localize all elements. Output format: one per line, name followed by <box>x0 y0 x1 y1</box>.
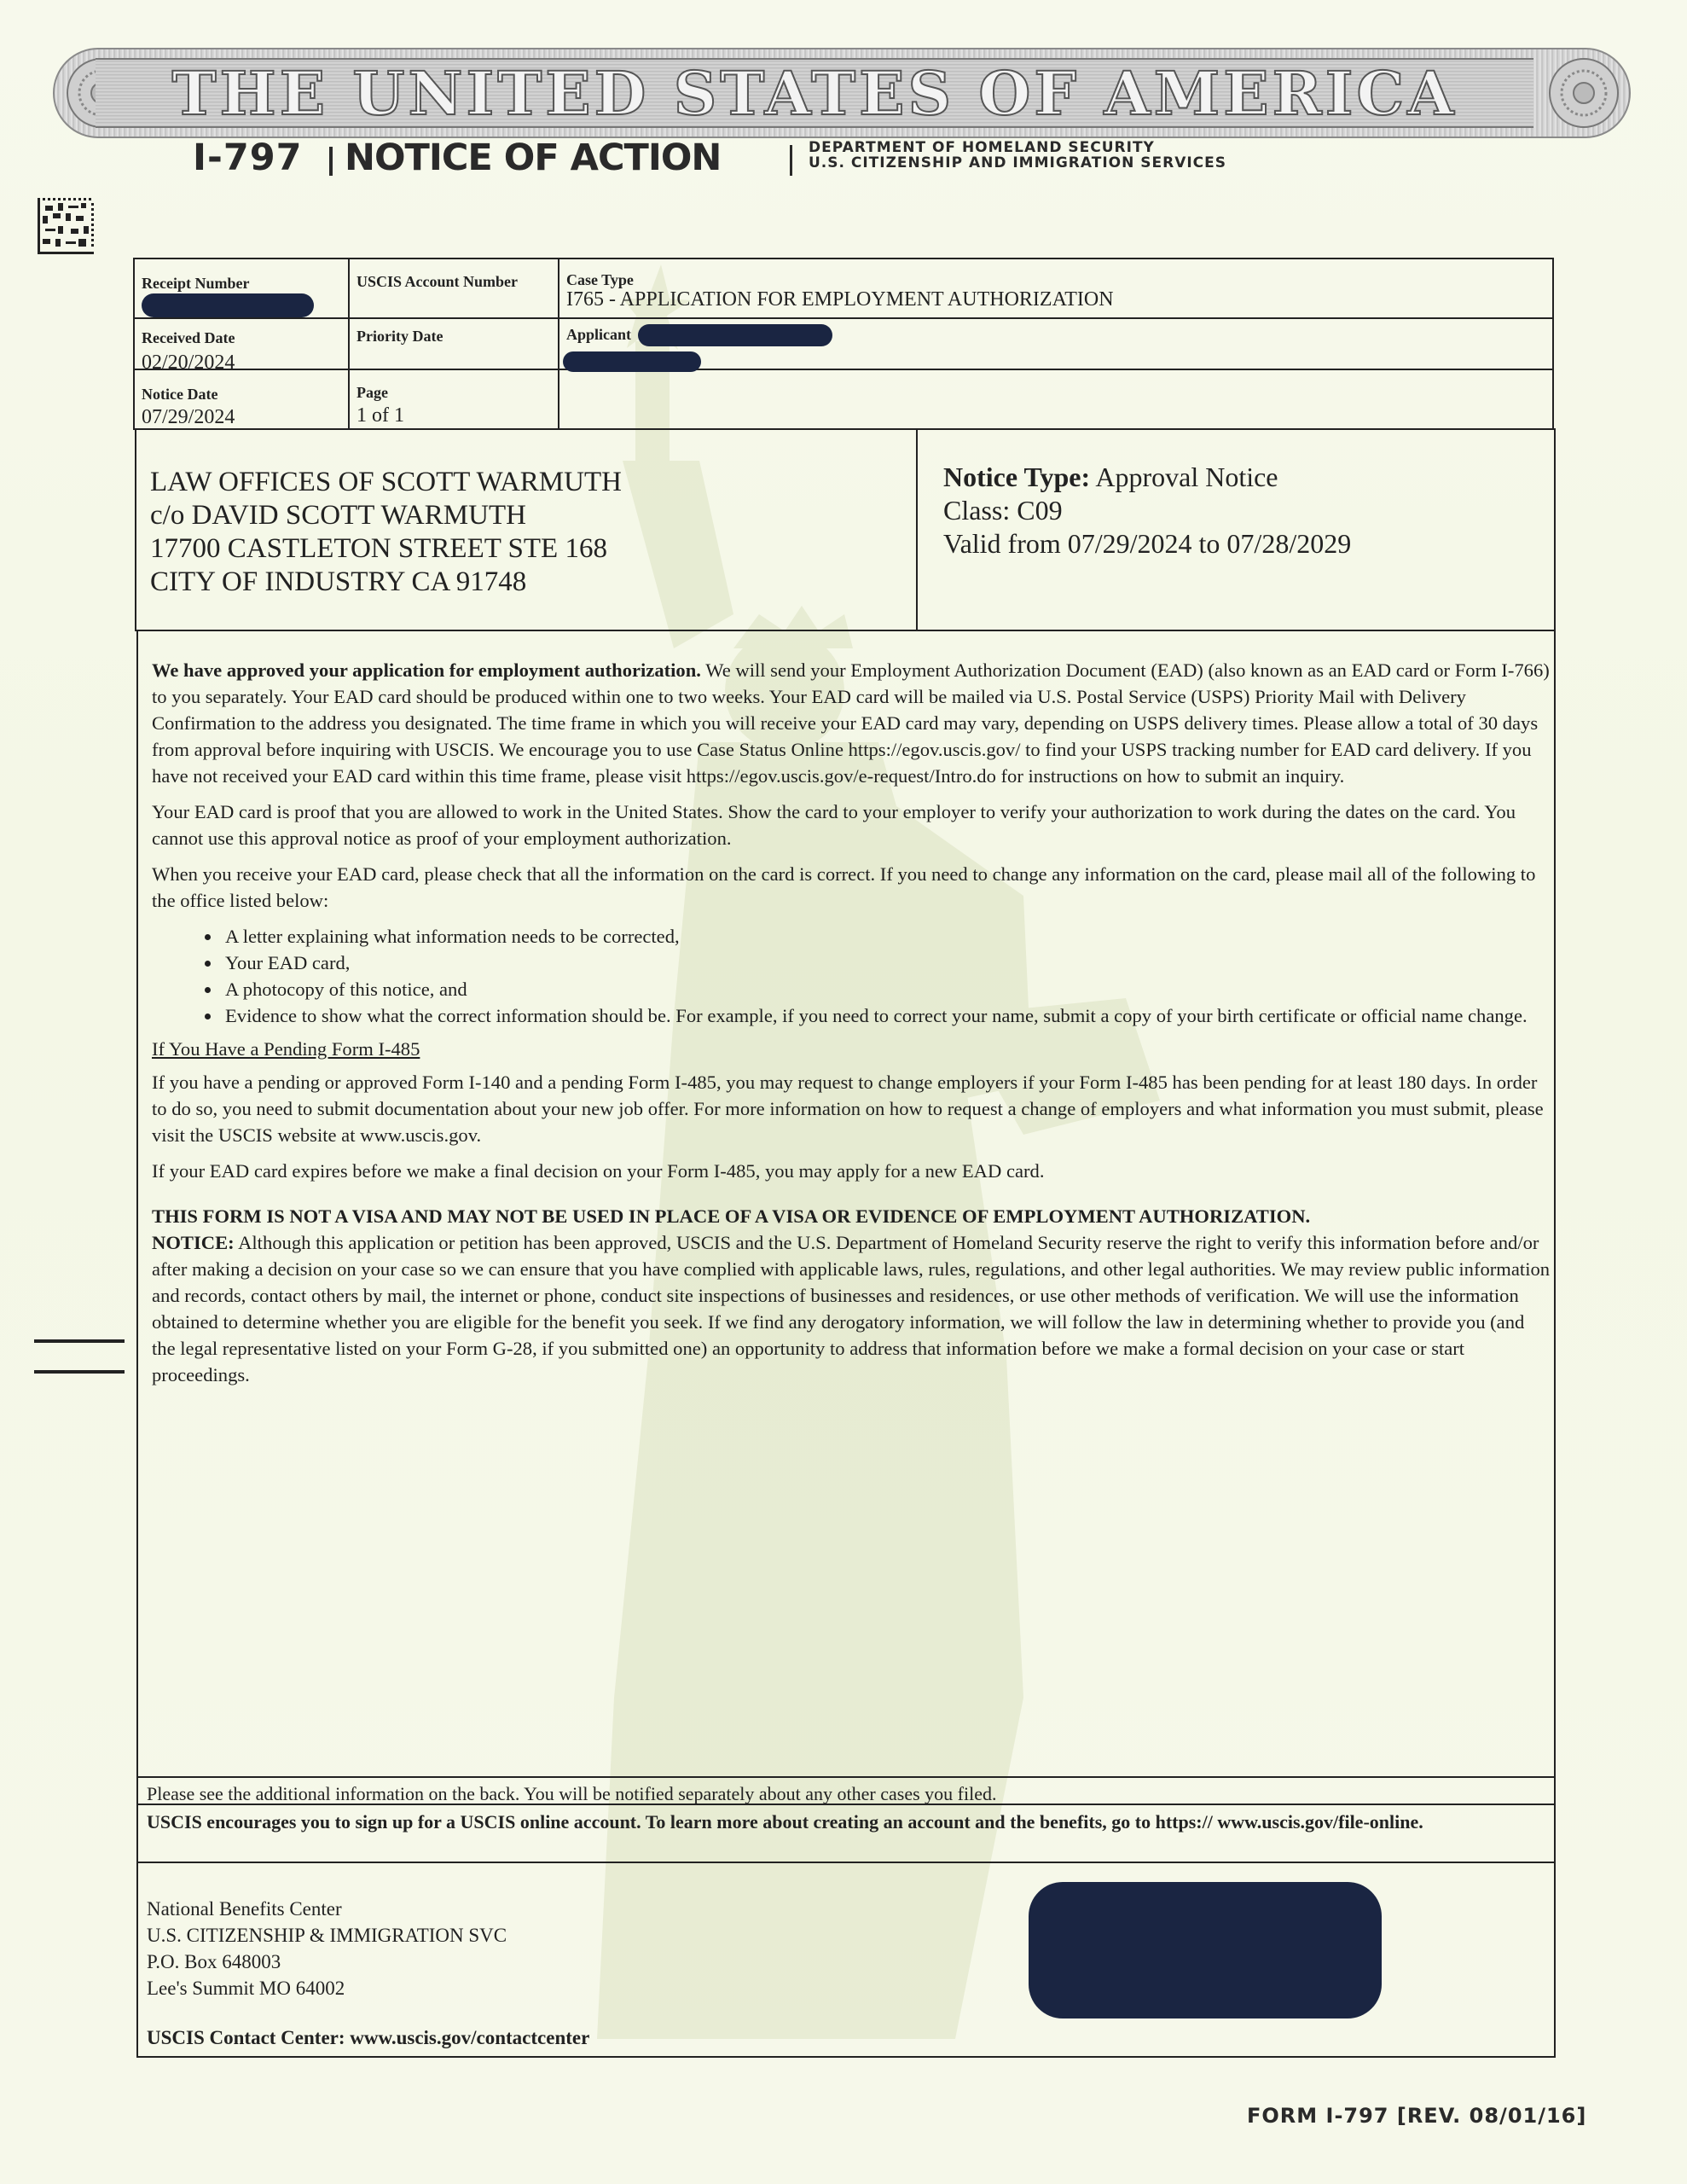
verification-notice <box>152 1229 1552 1388</box>
office-line: U.S. CITIZENSHIP & IMMIGRATION SVC <box>147 1925 507 1946</box>
table-divider <box>133 317 1554 319</box>
datamatrix-barcode <box>38 198 94 254</box>
form-revision: FORM I-797 [REV. 08/01/16] <box>1247 2104 1587 2128</box>
office-address <box>147 1896 507 2001</box>
notice-title: NOTICE OF ACTION <box>345 136 722 179</box>
banner-plate <box>96 58 1533 128</box>
page-value: 1 of 1 <box>357 404 404 427</box>
approval-details: We will send your Employment Authorization Document (EAD) (also known as an EAD card or Form I-766) to you separately. Your EAD card should be produced within one to two weeks. Your EAD card will be mailed via U.S. Postal Service (USPS) Priority Mail with Delivery Confirmation to the address you designated. The time frame in which you will receive your EAD card may vary, depending on USPS delivery times. Please allow a total of 30 days from approval before inquiring with USCIS. We encourage you to use Case Status Online https://egov.uscis.gov/ to find your USPS tracking number for EAD card delivery. If you have not received your EAD card within this time frame, please visit https://egov.uscis.gov/e-request/Intro.do for instructions on how to submit an inquiry. <box>152 659 1550 787</box>
approval-paragraph <box>152 657 1552 789</box>
redacted-applicant-name <box>638 324 832 346</box>
notice-date-label: Notice Date <box>142 386 218 403</box>
received-date-label: Received Date <box>142 329 235 346</box>
address-line: LAW OFFICES OF SCOTT WARMUTH <box>150 467 622 497</box>
notice-label: NOTICE: <box>152 1232 235 1253</box>
receipt-number-label: Receipt Number <box>142 275 250 292</box>
list-item: • A letter explaining what information needs to be corrected, <box>222 923 1552 950</box>
case-details-table <box>133 258 1554 430</box>
margin-mark <box>34 1339 125 1343</box>
margin-mark <box>34 1370 125 1374</box>
online-account-note: USCIS encourages you to sign up for a USCIS online account. To learn more about creating an account and the benefits, go to https:// www.uscis.gov/file-online. <box>147 1811 1423 1833</box>
notice-text: Although this application or petition has been approved, USCIS and the U.S. Department of Homeland Security reserve the right to verify this information before and/or after making a decision on your case so we can ensure that you have complied with applicable laws, rules, regulations, and other legal authorities. We may review public information and records, contact others by mail, the internet or phone, conduct site inspections of businesses and residences, or use other methods of verification. We will use the information obtained to determine whether you are eligible for the benefit you seek. If we find any derogatory information, we will follow the law in determining whether to provide you (and the legal representative listed on your Form G-28, if you submitted one) an opportunity to address that information before we make a formal decision on your case or start proceedings. <box>152 1232 1551 1385</box>
notice-class: Class: C09 <box>943 495 1063 526</box>
additional-info-note: Please see the additional information on the back. You will be notified separately about any other cases you filed. <box>147 1783 997 1804</box>
department-line: DEPARTMENT OF HOMELAND SECURITY <box>809 139 1155 156</box>
agency-line: U.S. CITIZENSHIP AND IMMIGRATION SERVICES <box>809 154 1227 171</box>
correction-paragraph: When you receive your EAD card, please check that all the information on the card is correct. If you need to change any information on the card, please mail all of the following to the office listed below: <box>152 863 1536 911</box>
redacted-applicant-id <box>563 351 701 372</box>
address-line: 17700 CASTLETON STREET STE 168 <box>150 533 607 564</box>
ead-expiry-paragraph: If your EAD card expires before we make a final decision on your Form I-485, you may apply for a new EAD card. <box>152 1160 1045 1182</box>
notice-type-value: Approval Notice <box>1095 462 1278 492</box>
header-divider <box>329 147 333 176</box>
office-line: P.O. Box 648003 <box>147 1951 281 1972</box>
header-divider <box>790 145 792 176</box>
pending-i485-heading: If You Have a Pending Form I-485 <box>152 1038 420 1060</box>
department-name <box>809 140 1226 171</box>
contact-center: USCIS Contact Center: www.uscis.gov/contactcenter <box>147 2027 590 2048</box>
table-divider <box>133 369 1554 370</box>
table-divider <box>348 258 350 430</box>
priority-date-label: Priority Date <box>357 328 443 345</box>
correction-list <box>152 923 1552 1029</box>
account-number-label: USCIS Account Number <box>357 273 519 290</box>
redacted-barcode-block <box>1029 1882 1382 2018</box>
ead-proof-paragraph: Your EAD card is proof that you are allowed to work in the United States. Show the card to your employer to verify your authorization to work during the dates on the card. You cannot use this approval notice as proof of your employment authorization. <box>152 801 1516 849</box>
notice-type-label: Notice Type: <box>943 462 1091 492</box>
page-label: Page <box>357 384 388 401</box>
notice-body <box>152 657 1552 1397</box>
change-employers-paragraph: If you have a pending or approved Form I-140 and a pending Form I-485, you may request to change employers if your Form I-485 has been pending for at least 180 days. In order to do so, you need to submit documentation about your new job offer. For more information on how to request a change of employers and what information you must submit, please visit the USCIS website at www.uscis.gov. <box>152 1072 1544 1146</box>
notice-type-line <box>943 461 1351 494</box>
case-type-value: I765 - APPLICATION FOR EMPLOYMENT AUTHORIZATION <box>566 288 1114 311</box>
banner-title: THE UNITED STATES OF AMERICA <box>171 57 1458 129</box>
case-type-label: Case Type <box>566 271 634 288</box>
mailing-address <box>150 466 622 599</box>
list-item: • A photocopy of this notice, and <box>222 976 1552 1002</box>
office-line: Lee's Summit MO 64002 <box>147 1978 345 1999</box>
table-divider <box>558 258 559 430</box>
list-item: • Evidence to show what the correct information should be. For example, if you need to correct your name, submit a copy of your birth certificate or official name change. <box>222 1002 1552 1029</box>
redacted-receipt-number <box>142 293 314 317</box>
validity-period: Valid from 07/29/2024 to 07/28/2029 <box>943 528 1352 559</box>
right-rosette-ornament <box>1547 53 1620 133</box>
office-line: National Benefits Center <box>147 1898 342 1920</box>
notice-summary <box>943 461 1351 561</box>
not-a-visa-warning: THIS FORM IS NOT A VISA AND MAY NOT BE USED IN PLACE OF A VISA OR EVIDENCE OF EMPLOYMENT AUTHORIZATION. <box>152 1205 1311 1227</box>
address-line: c/o DAVID SCOTT WARMUTH <box>150 500 526 531</box>
notice-date-value: 07/29/2024 <box>142 406 235 428</box>
received-date-value: 02/20/2024 <box>142 351 235 374</box>
approval-statement: We have approved your application for employment authorization. <box>152 659 701 681</box>
footer-divider <box>136 1862 1556 1863</box>
list-item: • Your EAD card, <box>222 950 1552 976</box>
applicant-label: Applicant <box>566 326 632 343</box>
form-number: I-797 <box>193 136 303 179</box>
address-line: CITY OF INDUSTRY CA 91748 <box>150 566 527 597</box>
